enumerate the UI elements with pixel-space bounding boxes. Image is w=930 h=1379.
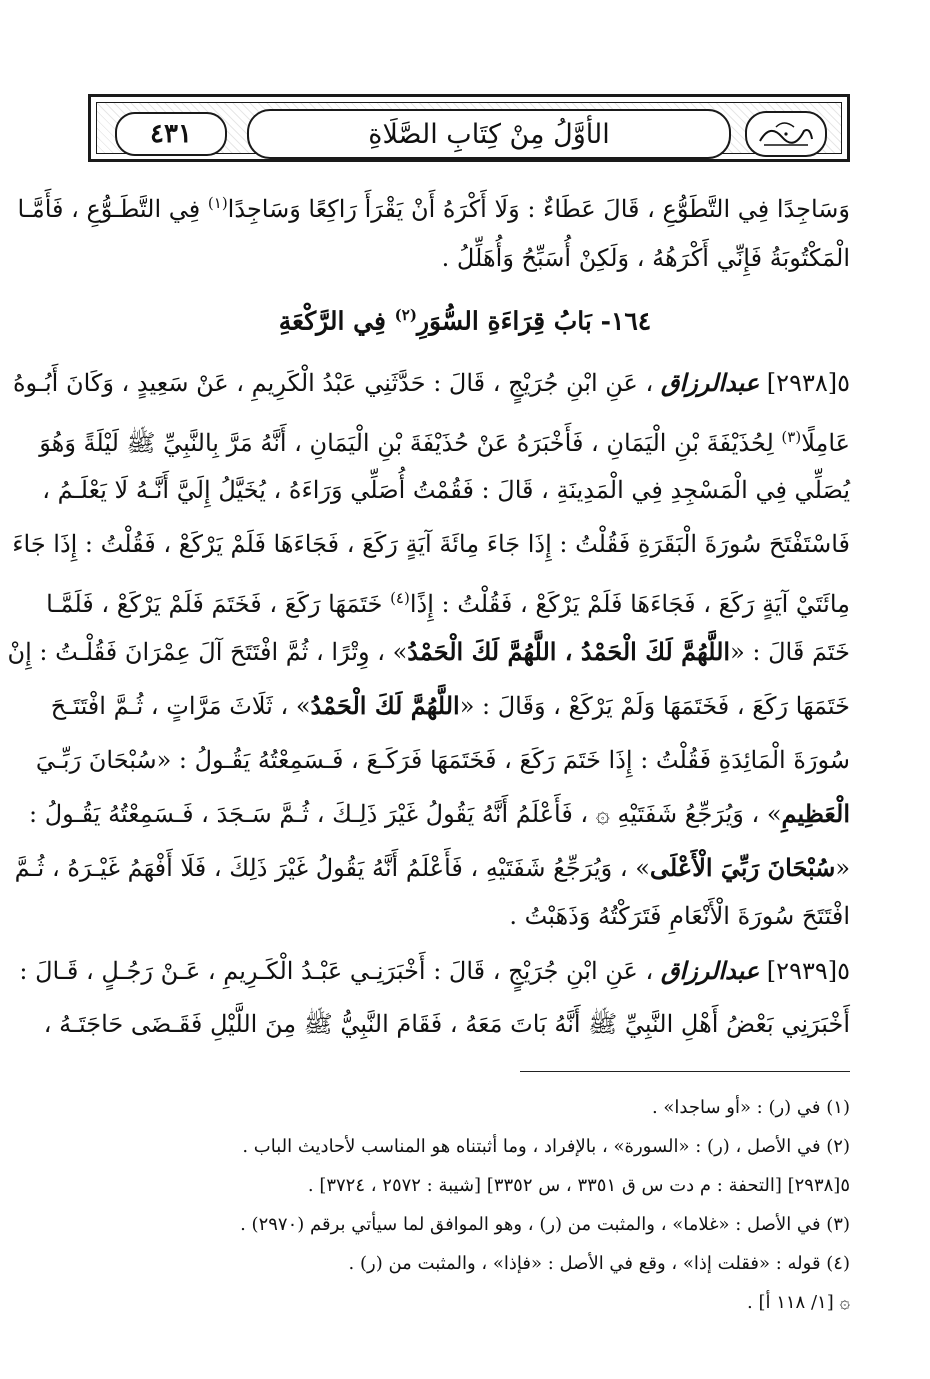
footnote: [242, 1133, 850, 1161]
hadith-number: ٥[٢٩٣٨]: [766, 369, 850, 397]
chapter-heading-text: ١٦٤- بَابُ قِرَاءَةِ السُّوَرِ: [416, 306, 652, 336]
page-number-text: ٤٣١: [150, 119, 192, 149]
supplication-text: الْعَظِيمِ: [781, 799, 850, 828]
footnote-text: ٥[٢٩٣٨] [التحفة : م دت س ق ٣٣٥١ ، س ٣٣٥٢] [شيبة : ٢٥٧٢ ، ٣٧٢٤] .: [307, 1175, 850, 1196]
supplication-text: اللَّهُمَّ لَكَ الْحَمْدُ: [310, 691, 460, 720]
hadith-2939-line: [43, 1004, 850, 1044]
page-number: [115, 112, 227, 156]
text-line: [17, 183, 850, 229]
text-span: » ، ثَلَاثَ مَرَّاتٍ ، ثُـمَّ افْتَتَـحَ: [50, 692, 311, 720]
header-ornament: [96, 102, 842, 154]
text-span: الْمَكْتُوبَةُ فَإِنِّي أَكْرَهُهُ ، وَلَكِنْ أُسَبِّحُ وَأُهَلِّلُ .: [441, 244, 850, 272]
footnote-text: (٣) في الأصل : «غلاما» ، والمثبت من (ر) ، وهو الموافق لما سيأتي برقم (٢٩٧٠) .: [240, 1214, 850, 1235]
footnote-ref: (٤): [390, 589, 410, 607]
footnote-text: (٢) في الأصل ، (ر) : «السورة» ، بالإفراد ، وما أثبتناه هو المناسب لأحاديث الباب .: [242, 1136, 850, 1157]
text-span: خَتَمَهَا رَكَعَ ، فَخَتَمَ فَلَمْ يَرْكَعْ ، فَلَمَّـا: [46, 590, 391, 618]
text-span: افْتَتَحَ سُورَةَ الْأَنْعَامِ فَتَرَكْتُهُ وَذَهَبْتُ .: [509, 902, 850, 930]
footnote: [652, 1094, 850, 1122]
footnote-separator: [520, 1071, 850, 1072]
hadith-2938-line: [39, 417, 850, 463]
running-title-text: الأوَّلُ مِنْ كِتَابِ الصَّلَاةِ: [368, 118, 610, 150]
footnote: [747, 1289, 850, 1317]
hadith-2939-line: [19, 951, 850, 991]
footnote-ref: (٣): [781, 428, 802, 446]
text-span: » ، وِتْرًا ، ثُمَّ افْتَتَحَ آلَ عِمْرَانَ فَقُلْـتُ : إِنْ: [7, 638, 408, 666]
page-header-frame: [88, 94, 850, 162]
book-logo: [745, 111, 827, 157]
hadith-number: ٥[٢٩٣٩]: [766, 957, 850, 985]
hadith-2938-line: [35, 740, 850, 780]
text-span: ، عَنِ ابْنِ جُرَيْجٍ ، قَالَ : حَدَّثَنِي عَبْدُ الْكَرِيمِ ، عَنْ سَعِيدٍ ، وَكَانَ أَبُـوهُ: [12, 369, 654, 397]
text-span: خَتَمَ قَالَ : «: [730, 638, 850, 666]
text-span: سُورَةَ الْمَائِدَةِ فَقُلْتُ : إِذَا خَتَمَ رَكَعَ ، فَخَتَمَهَا فَرَكَـعَ ، فَـسَمِعْتُهُ يَقُـولُ : «سُبْحَانَ رَبِّـيَ: [35, 746, 850, 774]
footnote: [308, 1172, 850, 1200]
text-span: » ، وَيُرَجِّعُ شَفَتَيْهِ ۞ ، فَأَعْلَمُ أَنَّهُ يَقُولُ غَيْرَ ذَلِـكَ ، ثُـمَّ سَـجَدَ ، فَـسَمِعْتُهُ يَقُـولُ :: [29, 800, 782, 828]
text-span: لِحُذَيْفَةَ بْنِ الْيَمَانِ ، فَأَخْبَرَهُ عَنْ حُذَيْفَةَ بْنِ الْيَمَانِ ، أَنَّهُ مَرَّ بِالنَّبِيِّ ﷺ لَيْلَةً وَهُوَ: [39, 429, 782, 457]
text-span: فِي التَّطَـوُّعِ ، فَأَمَّـا: [17, 195, 208, 223]
text-span: عَامِلًا: [801, 429, 850, 457]
footnote: [240, 1211, 850, 1239]
text-span: «: [835, 854, 850, 882]
text-span: فَاسْتَفْتَحَ سُورَةَ الْبَقَرَةِ فَقُلْتُ : إِذَا جَاءَ مِائَةَ آيَةٍ رَكَعَ ، فَجَاءَهَا فَلَمْ يَرْكَعْ ، فَقُلْتُ : إِذَا جَاءَ: [12, 530, 850, 558]
footnote: [349, 1250, 850, 1278]
running-title: [247, 109, 731, 159]
hadith-2938-line: [7, 632, 850, 672]
text-span: خَتَمَهَا رَكَعَ ، فَخَتَمَهَا وَلَمْ يَرْكَعْ ، وَقَالَ : «: [459, 692, 850, 720]
text-line: [442, 238, 850, 278]
chapter-heading-text: فِي الرَّكْعَةِ: [278, 306, 395, 336]
supplication-text: سُبْحَانَ رَبِّيَ الْأَعْلَى: [649, 853, 836, 882]
text-span: مِائَتَيْ آيَةٍ رَكَعَ ، فَجَاءَهَا فَلَمْ يَرْكَعْ ، فَقُلْتُ : إِذًا: [409, 590, 850, 618]
text-span: يُصَلِّي فِي الْمَسْجِدِ فِي الْمَدِينَةِ ، قَالَ : فَقُمْتُ أُصَلِّي وَرَاءَهُ ، يُخَيَّلُ إِلَيَّ أَنَّـهُ لَا يَعْلَـمُ ،: [42, 476, 850, 504]
footnote-text: (٤) قوله : «فقلت إذا» ، وقع في الأصل : «فإذا» ، والمثبت من (ر) .: [348, 1253, 850, 1274]
hadith-2938-line: [14, 848, 850, 888]
footnote-text: ۞ [١/ ١١٨ أ] .: [747, 1292, 850, 1313]
footnote-ref: (٢): [394, 306, 417, 324]
text-span: ، عَنِ ابْنِ جُرَيْجٍ ، قَالَ : أَخْبَرَنِـي عَبْـدُ الْكَـرِيمِ ، عَـنْ رَجُـلٍ ، قَـالَ :: [19, 957, 654, 985]
calligraphy-logo-icon: [754, 117, 818, 151]
chapter-heading: [80, 306, 850, 335]
footnote-ref: (١): [207, 194, 228, 212]
hadith-2938-line: [509, 896, 850, 936]
narrator-name: عبدالرزاق: [660, 956, 760, 985]
hadith-2938-line: [50, 686, 850, 726]
text-span: وَسَاجِدًا فِي التَّطَوُّعِ ، قَالَ عَطَاءٌ : وَلَا أَكْرَهُ أَنْ يَقْرَأَ رَاكِعًا وَسَاجِدًا: [227, 195, 850, 223]
supplication-text: اللَّهُمَّ لَكَ الْحَمْدُ ، اللَّهُمَّ لَكَ الْحَمْدُ: [407, 637, 731, 666]
hadith-2938-line: [12, 524, 850, 564]
narrator-name: عبدالرزاق: [660, 368, 760, 397]
hadith-2938-line: [29, 794, 850, 834]
text-span: أَخْبَرَنِي بَعْضُ أَهْلِ النَّبِيِّ ﷺ أَنَّهُ بَاتَ مَعَهُ ، فَقَامَ النَّبِيُّ ﷺ مِنَ اللَّيْلِ فَقَـضَى حَاجَتَـهُ ،: [43, 1010, 850, 1038]
hadith-2938-line: [46, 578, 850, 624]
footnote-text: (١) في (ر) : «أو ساجدا» .: [651, 1097, 850, 1118]
hadith-2938-line: [42, 470, 850, 510]
text-span: » ، وَيُرَجِّعُ شَفَتَيْهِ ، فَأَعْلَمُ أَنَّهُ يَقُولُ غَيْرَ ذَلِكَ ، فَلَا أَفْهَمُ غَيْـرَهُ ، ثُـمَّ: [14, 854, 650, 882]
hadith-2938-line: [12, 363, 850, 403]
